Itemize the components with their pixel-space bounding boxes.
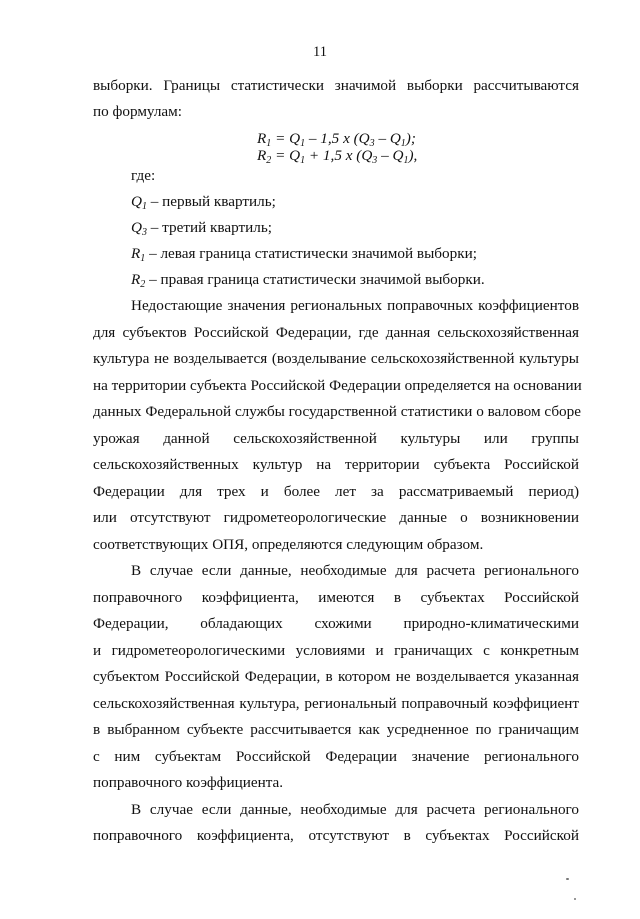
where-label: где: [131, 167, 156, 184]
paragraph3-line: В случае если данные, необходимые для расчета регионального [131, 801, 579, 818]
paragraph1-line: данных Федеральной службы государственной статистики о валовом сборе [93, 403, 581, 420]
scan-speck [566, 878, 569, 880]
paragraph2-line: сельскохозяйственная культура, региональный поправочный коэффициент [93, 695, 579, 712]
paragraph2-line: В случае если данные, необходимые для расчета регионального [131, 562, 579, 579]
paragraph2-line: и гидрометеорологическими условиями и граничащих с конкретным [93, 642, 579, 659]
paragraph1-line: Недостающие значения региональных поправочных коэффициентов [131, 297, 579, 314]
paragraph1-line: Федерации для трех и более лет за рассматриваемый период) [93, 483, 579, 500]
scan-speck [574, 898, 576, 900]
definition-r2: $R_2$ – правая граница статистически значимой выборки. [131, 271, 485, 290]
paragraph1-line: или отсутствуют гидрометеорологические данные о возникновении [93, 509, 579, 526]
page-number: 11 [313, 44, 327, 60]
paragraph1-line: сельскохозяйственных культур на территории субъекта Российской [93, 456, 579, 473]
definition-q3: $Q_3$ – третий квартиль; [131, 219, 272, 238]
text-line: по формулам: [93, 103, 183, 120]
paragraph1-line: культура не возделывается (возделывание сельскохозяйственной культуры [93, 350, 579, 367]
paragraph2-line: поправочного коэффициента, имеются в субъектах Российской [93, 589, 579, 606]
formula-r1: $R_1 = Q_1 - 1,5$ x $(Q_3 - Q_1)$; [257, 130, 416, 149]
paragraph2-line: с ним субъектам Российской Федерации значение регионального [93, 748, 579, 765]
text-line: выборки. Границы статистически значимой выборки рассчитываются [93, 77, 579, 94]
formula-r2: $R_2 = Q_1 + 1,5$ x $(Q_3 - Q_1)$, [257, 147, 418, 166]
paragraph2-line: Федерации, обладающих схожими природно-климатическими [93, 615, 579, 632]
definition-r1: $R_1$ – левая граница статистически значимой выборки; [131, 245, 477, 264]
paragraph1-line: урожая данной сельскохозяйственной культуры или группы [93, 430, 579, 447]
paragraph1-line: соответствующих ОПЯ, определяются следующим образом. [93, 536, 484, 553]
paragraph2-line: в выбранном субъекте рассчитывается как усредненное по граничащим [93, 721, 579, 738]
definition-q1: $Q_1$ – первый квартиль; [131, 193, 276, 212]
paragraph3-line: поправочного коэффициента, отсутствуют в субъектах Российской [93, 827, 579, 844]
paragraph1-line: на территории субъекта Российской Федерации определяется на основании [93, 377, 582, 394]
paragraph2-line: поправочного коэффициента. [93, 774, 284, 791]
paragraph1-line: для субъектов Российской Федерации, где данная сельскохозяйственная [93, 324, 579, 341]
paragraph2-line: субъектом Российской Федерации, в котором не возделывается указанная [93, 668, 579, 685]
